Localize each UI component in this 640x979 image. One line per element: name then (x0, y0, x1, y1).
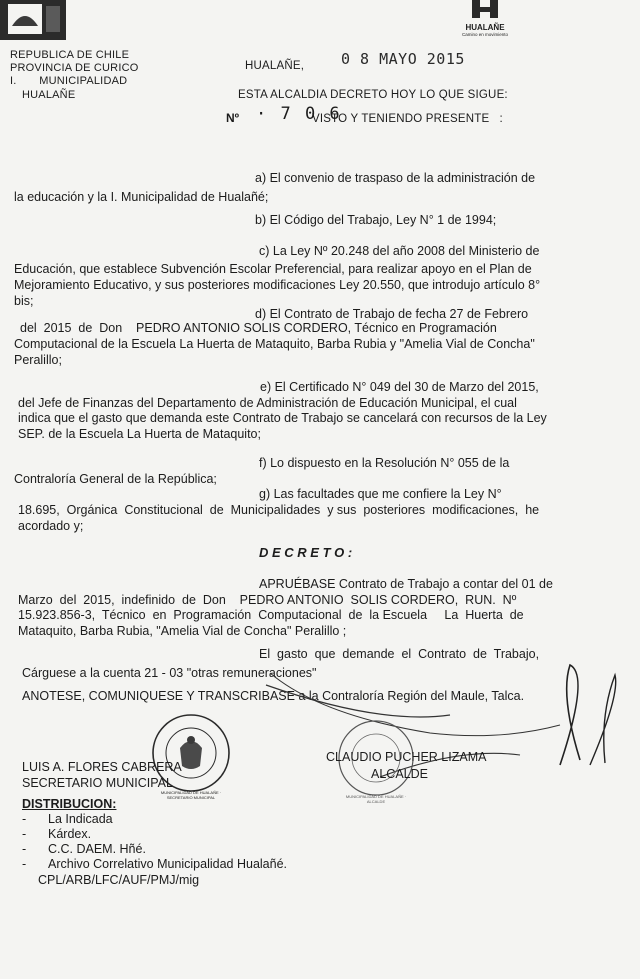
distribucion-title: DISTRIBUCION: (22, 797, 117, 811)
considerando-a-line1: a) El convenio de traspaso de la administración de (255, 171, 536, 185)
considerando-e-line4: SEP. de la Escuela La Huerta de Mataquito; (18, 427, 261, 441)
decree-intro: ESTA ALCALDIA DECRETO HOY LO QUE SIGUE: (238, 89, 508, 101)
decreto-p1-line1: APRUÉBASE Contrato de Trabajo a contar del 01 de (259, 577, 553, 591)
considerando-b: b) El Código del Trabajo, Ley N° 1 de 1994; (255, 213, 497, 227)
signatory-left-name: LUIS A. FLORES CABRERA (22, 760, 182, 774)
considerando-f-line1: f) Lo dispuesto en la Resolución N° 055 de la (259, 456, 510, 470)
distribucion-initials: CPL/ARB/LFC/AUF/PMJ/mig (38, 873, 200, 887)
seal-secretario-text: MUNICIPALIDAD DE HUALAÑE · SECRETARIO MUNICIPAL (160, 790, 222, 800)
considerando-d-line1: d) El Contrato de Trabajo de fecha 27 de Febrero (255, 307, 529, 321)
crest-emblem (0, 0, 66, 40)
signature-strokes (260, 655, 640, 795)
header-republic: REPUBLICA DE CHILE (10, 49, 130, 61)
list-item: - Kárdex. (22, 827, 287, 842)
header-hualane: HUALAÑE (22, 89, 76, 101)
signatory-right-role: ALCALDE (371, 767, 428, 781)
date-place: HUALAÑE, (245, 60, 305, 72)
list-item: - Archivo Correlativo Municipalidad Hualañé. (22, 857, 287, 872)
decreto-p2-line1: El gasto que demande el Contrato de Trabajo, (259, 647, 540, 661)
considerando-c-line2: Educación, que establece Subvención Escolar Preferencial, para realizar apoyo en el Plan de (14, 262, 532, 276)
distribucion-list (22, 812, 287, 872)
decree-number: · 7 0 6 (256, 104, 342, 124)
header-municipality: I. MUNICIPALIDAD (10, 75, 128, 87)
considerando-c-line1: c) La Ley Nº 20.248 del año 2008 del Ministerio de (259, 244, 540, 258)
considerando-e-line3: indica que el gasto que demanda este Contrato de Trabajo se cancelará con recursos de la Ley (18, 411, 547, 425)
logo-mark-icon (462, 0, 508, 18)
hualane-logo (462, 0, 508, 38)
signatory-right-name: CLAUDIO PUCHER LIZAMA (326, 750, 487, 764)
considerando-g-line2: 18.695, Orgánica Constitucional de Municipalidades y sus posteriores modificaciones, he (18, 503, 540, 517)
considerando-d-line3: Computacional de la Escuela La Huerta de Mataquito, Barba Rubia y "Amelia Vial de Concha" (14, 337, 535, 351)
decreto-p1-line2: Marzo del 2015, indefinido de Don PEDRO ANTONIO SOLIS CORDERO, RUN. Nº (18, 593, 517, 607)
seal-alcalde-text: MUNICIPALIDAD DE HUALAÑE · ALCALDE (345, 794, 407, 804)
decreto-p2-line2: Cárguese a la cuenta 21 - 03 "otras remuneraciones" (22, 666, 317, 680)
signatory-left-role: SECRETARIO MUNICIPAL (22, 776, 173, 790)
considerando-f-line2: Contraloría General de la República; (14, 472, 217, 486)
considerando-e-line1: e) El Certificado N° 049 del 30 de Marzo del 2015, (260, 380, 539, 394)
considerando-d-line2: del 2015 de Don PEDRO ANTONIO SOLIS CORDERO, Técnico en Programación (20, 321, 497, 335)
logo-text: HUALAÑE (465, 23, 505, 32)
considerando-c-line3: Mejoramiento Educativo, y sus posteriores modificaciones Ley 20.550, que introdujo artículo 8° (14, 278, 541, 292)
decreto-title: D E C R E T O : (259, 545, 353, 560)
list-item: - C.C. DAEM. Hñé. (22, 842, 287, 857)
visto-heading: VISTO Y TENIENDO PRESENTE : (312, 113, 503, 125)
header-province: PROVINCIA DE CURICO (10, 62, 139, 74)
considerando-e-line2: del Jefe de Finanzas del Departamento de Administración de Educación Municipal, el cual (18, 396, 517, 410)
considerando-g-line3: acordado y; (18, 519, 84, 533)
considerando-c-line4: bis; (14, 294, 34, 308)
decreto-p1-line3: 15.923.856-3, Técnico en Programación Computacional de la Escuela La Huerta de (18, 608, 524, 622)
considerando-d-line4: Peralillo; (14, 353, 62, 367)
decreto-p3: ANOTESE, COMUNIQUESE Y TRANSCRIBASE a la Contraloría Región del Maule, Talca. (22, 689, 525, 703)
decree-number-prefix: Nº (226, 111, 240, 125)
considerando-a-line2: la educación y la I. Municipalidad de Hualañé; (14, 190, 269, 204)
list-item: - La Indicada (22, 812, 287, 827)
date-stamp: 0 8 MAYO 2015 (341, 50, 465, 68)
logo-tagline: Camino en movimiento (462, 32, 509, 37)
decreto-p1-line4: Mataquito, Barba Rubia, "Amelia Vial de Concha" Peralillo ; (18, 624, 347, 638)
considerando-g-line1: g) Las facultades que me confiere la Ley N° (259, 487, 502, 501)
